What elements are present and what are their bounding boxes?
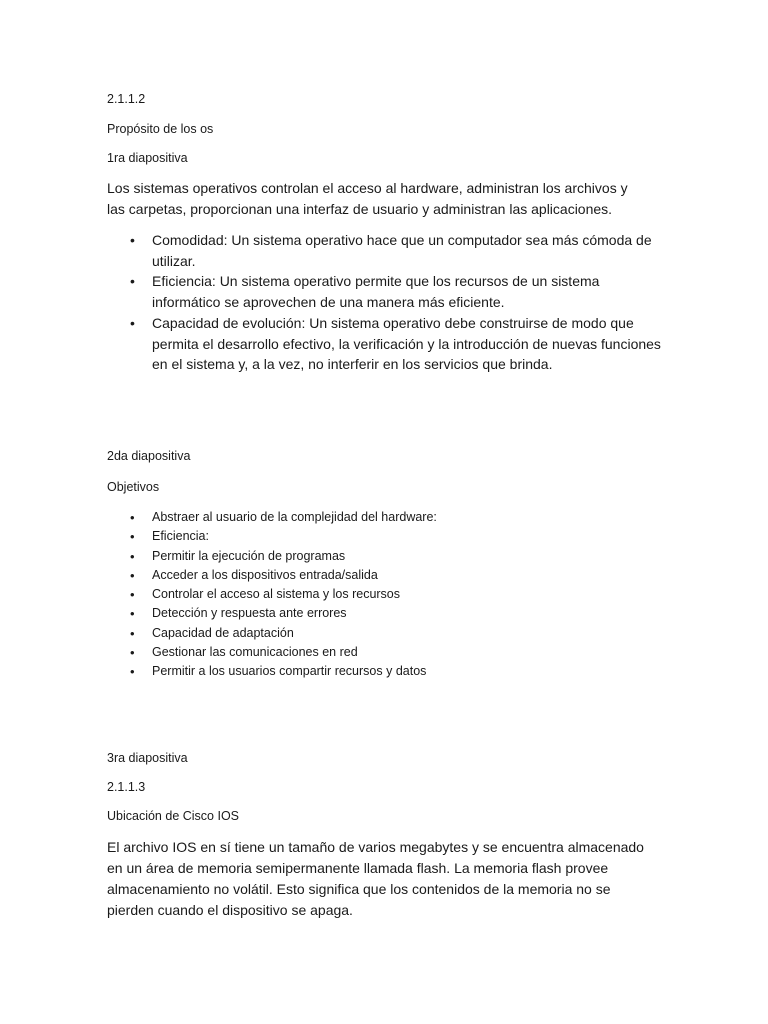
list-item-text: Gestionar las comunicaciones en red	[152, 645, 358, 660]
ios-location-paragraph: El archivo IOS en sí tiene un tamaño de varios megabytes y se encuentra almacenado en un área de memoria semipermanente llamada flash. La memoria flash provee almacenamiento no volátil. Esto significa que los contenidos de la memoria no se pierden cuando el dispositivo se apaga.	[107, 839, 644, 918]
list-item	[0, 527, 664, 546]
list-item-text: Detección y respuesta ante errores	[152, 606, 347, 621]
bullet-icon: •	[130, 606, 135, 622]
list-item	[0, 566, 664, 585]
slide1-bullet-list	[0, 230, 664, 375]
section-number: 2.1.1.3	[107, 780, 146, 794]
section-title: Propósito de los os	[107, 122, 214, 136]
bullet-icon: •	[130, 529, 135, 545]
list-item	[0, 313, 664, 375]
list-item-text: Controlar el acceso al sistema y los recursos	[152, 587, 401, 602]
bullet-icon: •	[130, 232, 135, 248]
list-item-text: Acceder a los dispositivos entrada/salida	[152, 567, 378, 582]
list-item-text: Permitir la ejecución de programas	[152, 548, 346, 563]
list-item-text: Eficiencia: Un sistema operativo permite que los recursos de un sistema informático se aprovechen de una manera más eficiente.	[152, 273, 600, 311]
list-item-text: Capacidad de evolución: Un sistema operativo debe construirse de modo que permita el desarrollo efectivo, la verificación y la introducción de nuevas funciones en el sistema y, a la vez, no interferir en los servicios que brinda.	[152, 314, 661, 373]
list-item-text: Capacidad de adaptación	[152, 625, 294, 640]
bullet-icon: •	[130, 625, 135, 641]
bullet-icon: •	[130, 587, 135, 603]
slide2-bullet-list	[0, 508, 664, 682]
bullet-icon: •	[130, 510, 135, 525]
list-item-text: Comodidad: Un sistema operativo hace que un computador sea más cómoda de utilizar.	[152, 232, 652, 269]
bullet-icon: •	[130, 567, 135, 583]
slide-label: 2da diapositiva	[107, 449, 191, 463]
bullet-icon: •	[130, 273, 135, 290]
bullet-icon: •	[130, 645, 135, 661]
list-item	[0, 230, 664, 271]
bullet-icon: •	[130, 664, 135, 680]
list-item	[0, 271, 664, 312]
section-title: Ubicación de Cisco IOS	[107, 809, 240, 823]
list-item	[0, 643, 664, 662]
bullet-icon: •	[130, 548, 135, 564]
list-item	[0, 624, 664, 643]
list-item	[0, 547, 664, 566]
list-item	[0, 508, 664, 527]
list-item-text: Eficiencia:	[152, 529, 209, 544]
section-title: Objetivos	[107, 480, 160, 494]
list-item-text: Permitir a los usuarios compartir recursos y datos	[152, 664, 427, 679]
bullet-icon: •	[130, 314, 135, 331]
list-item-text: Abstraer al usuario de la complejidad del hardware:	[152, 510, 437, 524]
slide-label: 3ra diapositiva	[107, 751, 188, 765]
list-item	[0, 662, 664, 681]
list-item	[0, 585, 664, 604]
section-number: 2.1.1.2	[107, 92, 146, 106]
slide1-paragraph: Los sistemas operativos controlan el acceso al hardware, administran los archivos y las carpetas, proporcionan una interfaz de usuario y administran las aplicaciones.	[107, 180, 628, 217]
list-item	[0, 604, 664, 623]
slide-label: 1ra diapositiva	[107, 151, 188, 165]
